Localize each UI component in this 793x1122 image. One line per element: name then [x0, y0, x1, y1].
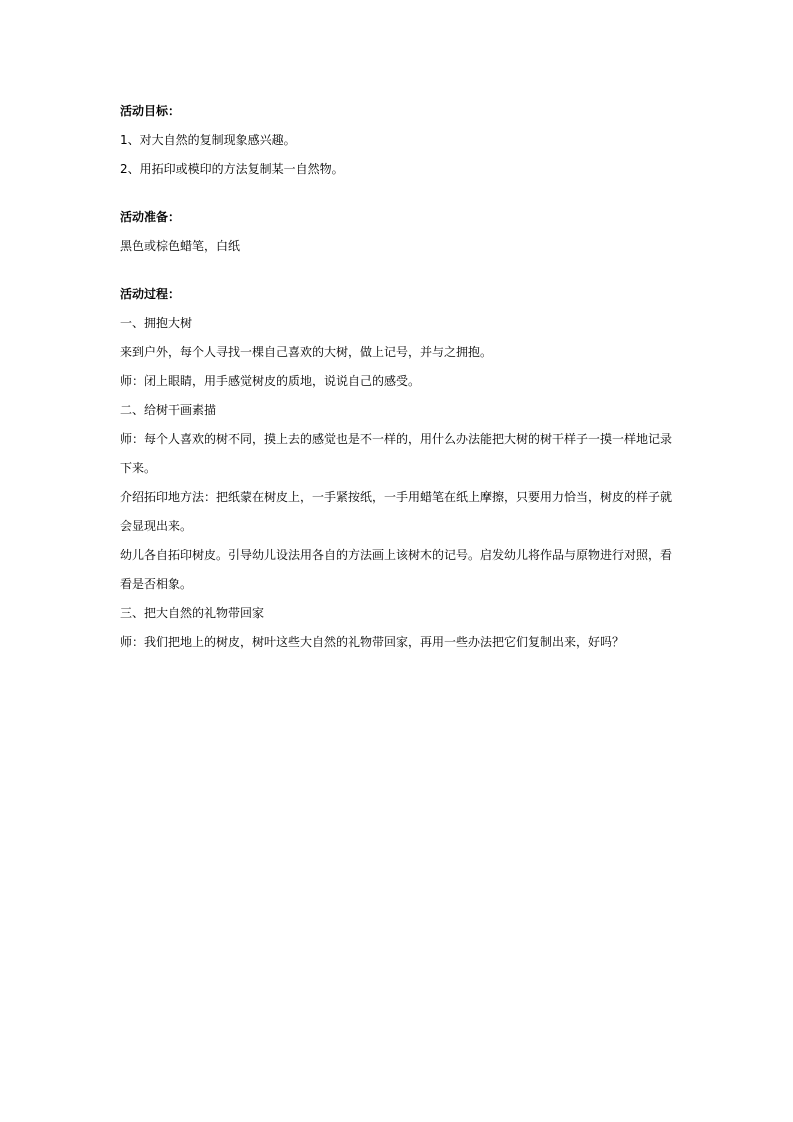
prep-text: 黑色或棕色蜡笔，白纸: [120, 239, 241, 253]
section-gap: [120, 179, 680, 198]
process-line: 会显现出来。: [120, 519, 193, 533]
document-body: [120, 101, 680, 652]
process-line: 幼儿各自拓印树皮。引导幼儿设法用各自的方法画上该树木的记号。启发幼儿将作品与原物进行对照，看: [120, 548, 673, 562]
process-line: 师：闭上眼睛，用手感觉树皮的质地，说说自己的感受。: [120, 374, 421, 388]
process-line: 来到户外，每个人寻找一棵自己喜欢的大树，做上记号，并与之拥抱。: [120, 345, 493, 359]
process-line: 看是否相象。: [120, 577, 193, 591]
process-line: 介绍拓印地方法：把纸蒙在树皮上，一手紧按纸，一手用蜡笔在纸上摩擦，只要用力恰当，树皮的样子就: [120, 490, 673, 504]
process-line: 下来。: [120, 461, 157, 475]
process-line: 师：每个人喜欢的树不同，摸上去的感觉也是不一样的，用什么办法能把大树的树干样子一摸一样地记录: [120, 432, 673, 446]
goal-item-1: 1、对大自然的复制现象感兴趣。: [120, 133, 296, 147]
section-gap: [120, 256, 680, 275]
process-line: 师：我们把地上的树皮，树叶这些大自然的礼物带回家，再用一些办法把它们复制出来，好吗？: [120, 635, 625, 649]
process-step-title-2: 二、给树干画素描: [120, 403, 217, 417]
process-heading: 活动过程：: [120, 287, 181, 301]
process-step-title-3: 三、把大自然的礼物带回家: [120, 606, 265, 620]
goal-item-2: 2、用拓印或模印的方法复制某一自然物。: [120, 162, 344, 176]
prep-heading: 活动准备：: [120, 210, 181, 224]
goals-heading: 活动目标：: [120, 104, 181, 118]
process-step-title-1: 一、拥抱大树: [120, 316, 193, 330]
